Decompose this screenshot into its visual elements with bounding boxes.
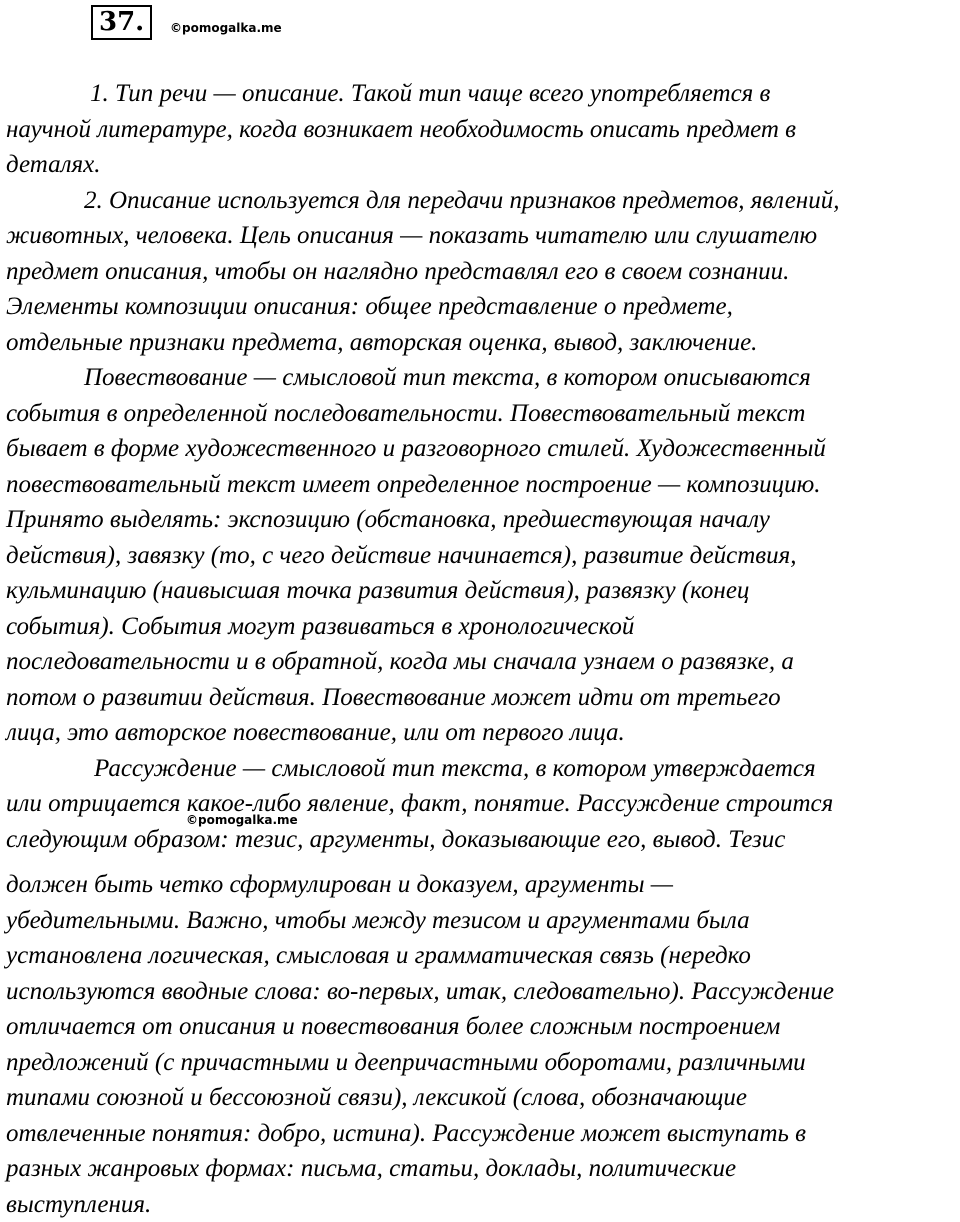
text-line: действия), завязку (то, с чего действие начинается), развитие действия,: [6, 538, 956, 574]
text-line: животных, человека. Цель описания — показать читателю или слушателю: [6, 218, 956, 254]
text-line: потом о развитии действия. Повествование может идти от третьего: [6, 680, 956, 716]
text-line: научной литературе, когда возникает необходимость описать предмет в: [6, 112, 956, 148]
text-line: отличается от описания и повествования более сложным построением: [6, 1009, 956, 1045]
text-line: Принято выделять: экспозицию (обстановка, предшествующая началу: [6, 502, 956, 538]
text-line: 2. Описание используется для передачи признаков предметов, явлений,: [6, 183, 956, 219]
line-gap: [6, 857, 956, 867]
text-line: следующим образом: тезис, аргументы, доказывающие его, вывод. Тезис: [6, 822, 956, 858]
watermark: ©pomogalka.me: [186, 813, 298, 827]
text-line: установлена логическая, смысловая и грамматическая связь (нередко: [6, 938, 956, 974]
text-line: должен быть четко сформулирован и доказуем, аргументы —: [6, 867, 956, 903]
text-line: кульминацию (наивысшая точка развития действия), развязку (конец: [6, 573, 956, 609]
text-line: Рассуждение — смысловой тип текста, в котором утверждается: [6, 751, 956, 787]
text-line: события в определенной последовательности. Повествовательный текст: [6, 396, 956, 432]
text-line: убедительными. Важно, чтобы между тезисом и аргументами была: [6, 903, 956, 939]
text-line: типами союзной и бессоюзной связи), лексикой (слова, обозначающие: [6, 1080, 956, 1116]
answer-text: [6, 76, 956, 1222]
text-line: бывает в форме художественного и разговорного стилей. Художественный: [6, 431, 956, 467]
text-line: события). События могут развиваться в хронологической: [6, 609, 956, 645]
text-line: отвлеченные понятия: добро, истина). Рассуждение может выступать в: [6, 1116, 956, 1152]
text-line: Повествование — смысловой тип текста, в котором описываются: [6, 360, 956, 396]
exercise-number: 37.: [91, 5, 152, 40]
text-line: 1. Тип речи — описание. Такой тип чаще всего употребляется в: [6, 76, 956, 112]
watermark: ©pomogalka.me: [170, 21, 282, 35]
text-line: последовательности и в обратной, когда мы сначала узнаем о развязке, а: [6, 644, 956, 680]
text-line: разных жанровых формах: письма, статьи, доклады, политические: [6, 1151, 956, 1187]
text-line: или отрицается какое-либо явление, факт, понятие. Рассуждение строится: [6, 786, 956, 822]
text-line: Элементы композиции описания: общее представление о предмете,: [6, 289, 956, 325]
text-line: предмет описания, чтобы он наглядно представлял его в своем сознании.: [6, 254, 956, 290]
text-line: отдельные признаки предмета, авторская оценка, вывод, заключение.: [6, 325, 956, 361]
text-line: выступления.: [6, 1187, 956, 1222]
text-line: используются вводные слова: во-первых, итак, следовательно). Рассуждение: [6, 974, 956, 1010]
text-line: предложений (с причастными и деепричастными оборотами, различными: [6, 1045, 956, 1081]
text-line: повествовательный текст имеет определенное построение — композицию.: [6, 467, 956, 503]
text-line: лица, это авторское повествование, или от первого лица.: [6, 715, 956, 751]
text-line: деталях.: [6, 147, 956, 183]
